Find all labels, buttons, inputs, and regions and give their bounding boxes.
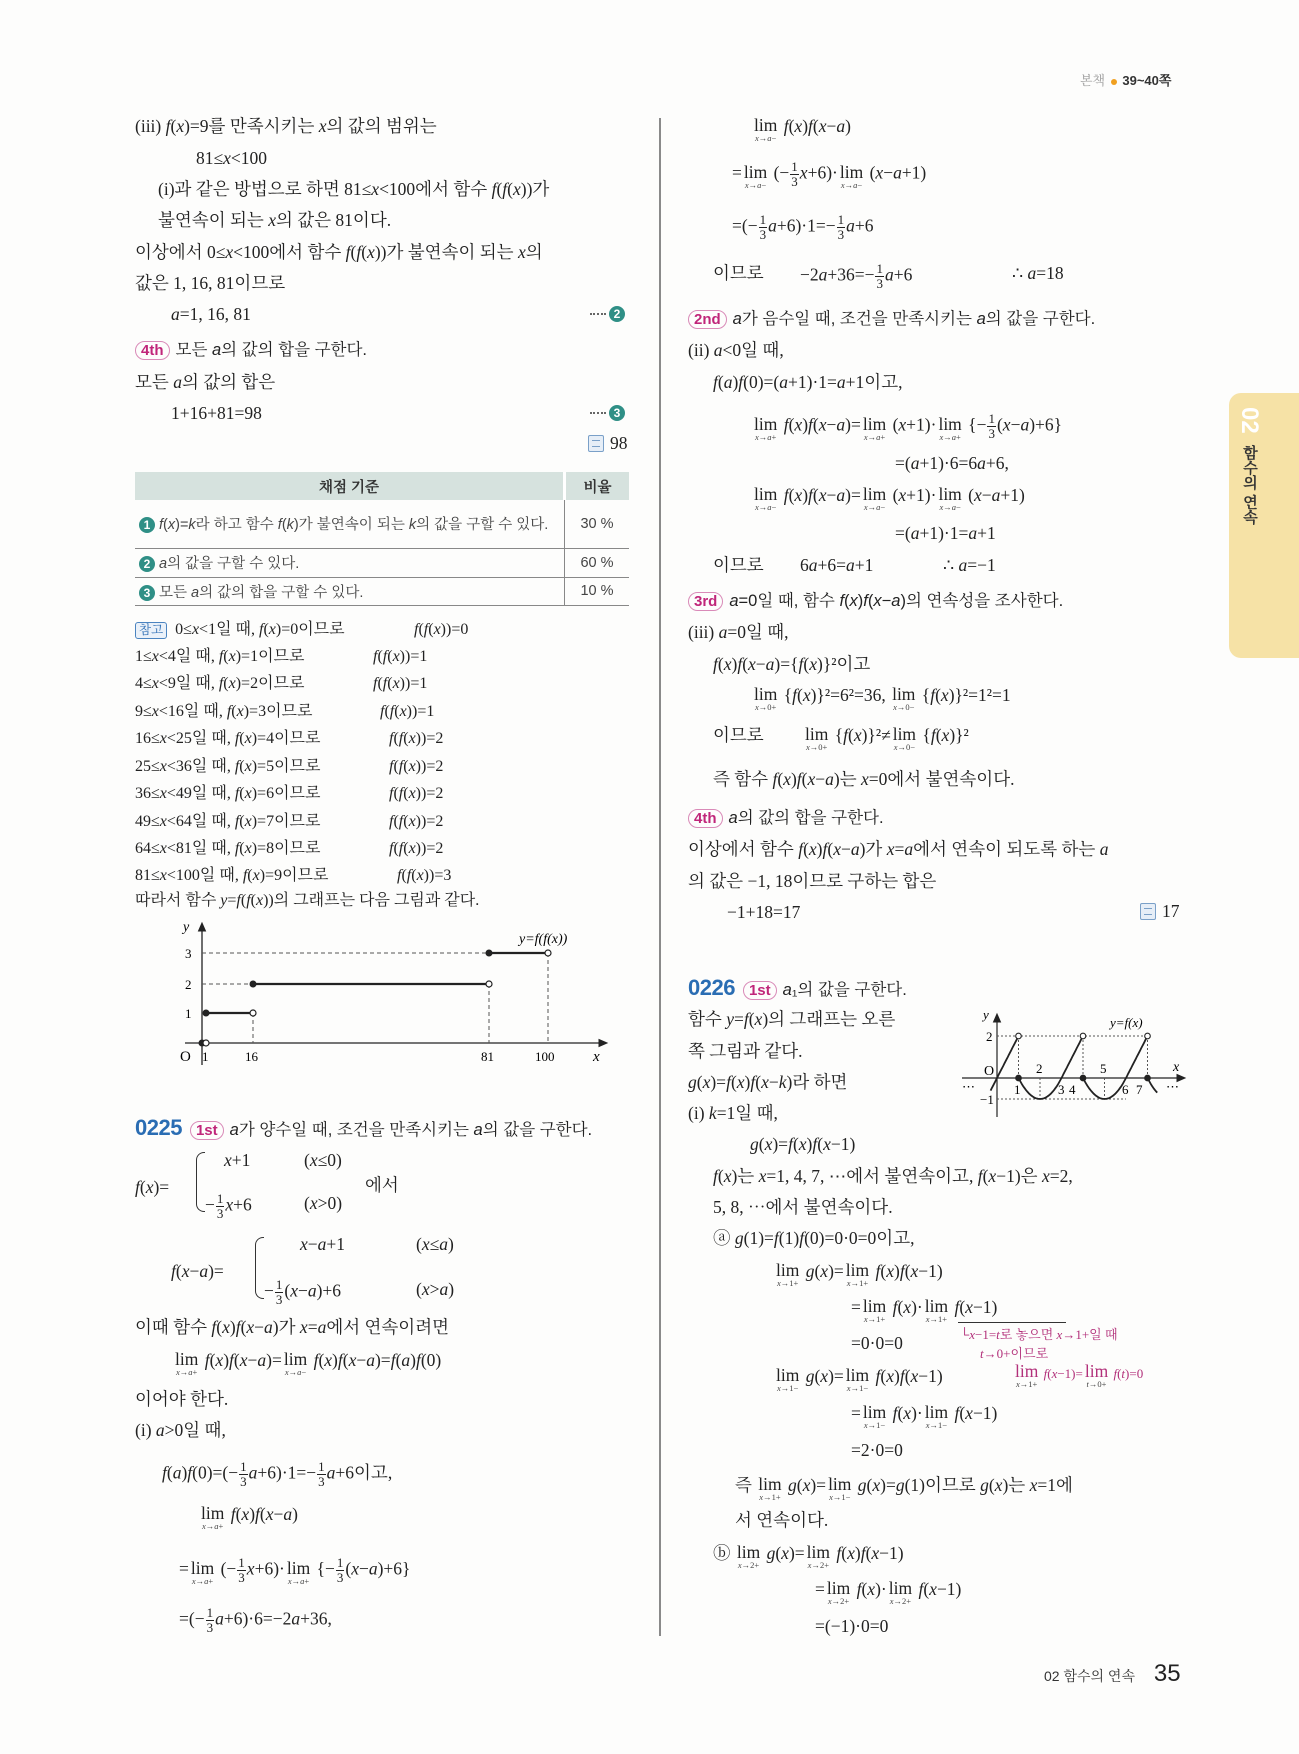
note-badge: 참고 (135, 622, 167, 639)
answer-value: 98 (610, 433, 628, 453)
step-marker-3 (590, 405, 625, 421)
step-text: a=0일 때, 함수 f(x)f(x−a)의 연속성을 조사한다. (729, 592, 1064, 610)
note-result: f(f(x))=1 (380, 703, 435, 720)
annotation: lim x→1+ f(x−1)= lim t→0+ f(t)=0 (1015, 1361, 1144, 1389)
math-line: =(− $\frac{1}{3}$ a+6)·1=− $\frac{1}{3}$ a+6 (732, 212, 874, 242)
x-tick-label: 1 (202, 1049, 209, 1064)
circled-number: 2 (609, 306, 625, 322)
step-heading (688, 807, 884, 829)
note-condition: 36≤x<49일 때, f(x)=6이므로 (135, 785, 321, 802)
math-line: f(a)f(0)=(a+1)·1=a+1이고, (713, 372, 903, 392)
note-condition: 64≤x<81일 때, f(x)=8이므로 (135, 840, 321, 857)
text-line: 이므로 (713, 263, 764, 283)
y-axis-arrow (199, 923, 206, 931)
graph-f-x (960, 1005, 1192, 1125)
note-condition: 9≤x<16일 때, f(x)=3이므로 (135, 703, 313, 720)
text-line: 5, 8, ⋯에서 불연속이다. (713, 1197, 893, 1217)
table-row (135, 548, 629, 577)
brace (196, 1152, 205, 1212)
text-line: 81≤x<100 (196, 148, 268, 168)
underline-bracket (958, 1322, 1066, 1323)
ratio: 60 % (565, 548, 630, 577)
origin-label: O (180, 1049, 191, 1065)
text-line: (i)과 같은 방법으로 하면 81≤x<100에서 함수 f(f(x))가 (158, 179, 550, 199)
problem-heading (135, 1117, 592, 1141)
note-condition: 49≤x<64일 때, f(x)=7이므로 (135, 813, 321, 830)
piecewise-lhs: f(x)= (135, 1177, 170, 1197)
step-badge: 3rd (688, 592, 723, 611)
math-line: lim x→0+ {f(x)}²≠ lim x→0− {f(x)}² (805, 724, 969, 752)
text-line: 의 값은 −1, 18이므로 구하는 합은 (688, 871, 937, 891)
note-condition: 25≤x<36일 때, f(x)=5이므로 (135, 758, 321, 775)
case-cond: (x>0) (304, 1193, 343, 1213)
ratio: 10 % (565, 577, 630, 605)
axis-label-y: y (183, 920, 190, 935)
text-line: g(x)=f(x)f(x−k)라 하면 (688, 1072, 848, 1092)
math-line: lim x→1− g(x)= lim x→1− f(x)f(x−1) (776, 1365, 943, 1393)
note-conclusion: 따라서 함수 y=f(f(x))의 그래프는 다음 그림과 같다. (135, 892, 480, 909)
page-number: 35 (1153, 1660, 1181, 1687)
math-line: lim x→a+ f(x)f(x−a)= lim x→a− f(x)f(x−a)=f(a)f(0) (175, 1349, 442, 1377)
math-line: = lim x→a+ (− $\frac{1}{3}$ x+6)· lim x→a+ {− $\frac{1}{3}$ (x−a)+6} (179, 1555, 411, 1586)
math-line: lim x→a− f(x)f(x−a)= lim x→a− (x+1)· lim x→a− (x−a+1) (754, 484, 1025, 512)
text-line: (iii) f(x)=9를 만족시키는 x의 값의 범위는 (135, 116, 437, 136)
step-badge: 1st (743, 981, 777, 1000)
answer-icon (1140, 903, 1156, 920)
dotted-arrow-icon (590, 412, 606, 414)
open-point (1080, 1033, 1086, 1039)
footer (1044, 1660, 1181, 1687)
piecewise-lhs: f(x−a)= (171, 1261, 224, 1281)
axis-label-x: x (1173, 1060, 1180, 1075)
chapter-title: 함수의 연속 (1241, 445, 1258, 525)
math-line: f(a)f(0)=(− $\frac{1}{3}$ a+6)·1=− $\frac{1}{3}$ a+6이고, (162, 1459, 393, 1489)
math-line: ⓑ lim x→2+ g(x)= lim x→2+ f(x)f(x−1) (713, 1542, 904, 1570)
text-line: (ii) a<0일 때, (688, 340, 784, 360)
step-marker-2 (590, 306, 625, 322)
open-point (250, 1010, 256, 1016)
chapter-side-tab[interactable] (1229, 393, 1299, 658)
note-result: f(f(x))=2 (389, 840, 444, 857)
table-header: 비율 (565, 472, 630, 500)
step-heading (688, 308, 1095, 330)
text-line: f(x)는 x=1, 4, 7, ⋯에서 불연속이고, f(x−1)은 x=2, (713, 1166, 1073, 1186)
y-tick-label: −1 (980, 1092, 994, 1107)
x-tick-label: 2 (1036, 1061, 1043, 1076)
annotation: t→0+이므로 (980, 1346, 1049, 1361)
y-tick-label: 2 (986, 1029, 993, 1044)
step-badge: 4th (688, 809, 723, 828)
text-line: 1+16+81=98 (171, 403, 262, 423)
note-condition: 0≤x<1일 때, f(x)=0이므로 (175, 621, 345, 638)
case-cond: (x≤a) (416, 1234, 454, 1254)
table-header: 채점 기준 (135, 472, 565, 500)
case-expr: − $\frac{1}{3}$ (x−a)+6 (264, 1277, 342, 1307)
x-tick-label: 7 (1136, 1082, 1143, 1097)
math-line: =(− $\frac{1}{3}$ a+6)·6=−2a+36, (179, 1605, 332, 1635)
answer (588, 433, 628, 454)
circled-number: 1 (139, 517, 155, 533)
math-line: ⓐ g(1)=f(1)f(0)=0·0=0이고, (713, 1228, 915, 1248)
answer-icon (588, 435, 604, 452)
circled-number: 2 (139, 556, 155, 572)
problem-heading (688, 977, 907, 1001)
text-line: a=1, 16, 81 (171, 304, 251, 324)
y-axis-arrow (994, 1014, 1001, 1022)
result: ∴ a=18 (1012, 263, 1064, 283)
circled-number: 3 (139, 585, 155, 601)
step-heading (688, 590, 1063, 612)
problem-number: 0226 (688, 975, 735, 1000)
x-tick-label: 3 (1058, 1082, 1065, 1097)
text-line: (i) k=1일 때, (688, 1103, 778, 1123)
guide-lines (202, 953, 548, 1043)
result: ∴ a=−1 (943, 555, 996, 575)
x-tick-label: 100 (535, 1049, 555, 1064)
math-line: g(x)=f(x)f(x−1) (750, 1134, 856, 1154)
note-condition: 81≤x<100일 때, f(x)=9이므로 (135, 867, 329, 884)
y-tick-label: 2 (185, 977, 192, 992)
math-line: =(a+1)·1=a+1 (895, 523, 996, 543)
step-text: a가 음수일 때, 조건을 만족시키는 a의 값을 구한다. (732, 310, 1096, 328)
math-line: lim x→1+ g(x)= lim x→1+ f(x)f(x−1) (776, 1260, 943, 1288)
table-row (135, 577, 629, 605)
math-line: = lim x→1+ f(x)· lim x→1+ f(x−1) (851, 1296, 998, 1324)
math-line: =(a+1)·6=6a+6, (895, 453, 1009, 473)
step-text: a의 값의 합을 구한다. (728, 809, 884, 827)
math-line: lim x→a+ f(x)f(x−a) (201, 1503, 298, 1531)
text-line: 에서 (365, 1175, 399, 1195)
answer (1140, 901, 1180, 922)
text-line: 이때 함수 f(x)f(x−a)가 x=a에서 연속이려면 (135, 1317, 450, 1337)
step-badge: 4th (135, 341, 170, 360)
column-divider (659, 118, 661, 1636)
text-line: 불연속이 되는 x의 값은 81이다. (158, 210, 392, 230)
axis-label-y: y (983, 1007, 989, 1022)
closed-point (1145, 1075, 1151, 1081)
step-badge: 2nd (688, 310, 727, 329)
footer-chapter: 02 함수의 연속 (1044, 1668, 1135, 1684)
x-tick-label: 4 (1069, 1082, 1076, 1097)
note-result: f(f(x))=2 (389, 730, 444, 747)
x-tick-label: 1 (1014, 1082, 1021, 1097)
step-badge: 1st (190, 1121, 224, 1140)
graph-label: y=f(f(x)) (519, 932, 568, 947)
origin-label: O (984, 1064, 995, 1079)
note-condition: 4≤x<9일 때, f(x)=2이므로 (135, 675, 305, 692)
note-condition: 16≤x<25일 때, f(x)=4이므로 (135, 730, 321, 747)
open-point (545, 950, 551, 956)
math-line: lim x→0+ {f(x)}²=6²=36, lim x→0− {f(x)}²=1²=1 (754, 684, 1011, 712)
step-text: a가 양수일 때, 조건을 만족시키는 a의 값을 구한다. (229, 1121, 593, 1139)
text-line: 이상에서 0≤x<100에서 함수 f(f(x))가 불연속이 되는 x의 (135, 242, 543, 262)
closed-point (1016, 1075, 1022, 1081)
problem-number: 0225 (135, 1115, 182, 1140)
y-tick-label: 3 (185, 946, 192, 961)
closed-point (1080, 1075, 1086, 1081)
graph-f-f-x (145, 915, 615, 1070)
text-line: (i) a>0일 때, (135, 1420, 226, 1440)
ratio: 30 % (565, 500, 630, 548)
x-tick-label: 16 (245, 1049, 258, 1064)
x-tick-label: 5 (1100, 1061, 1107, 1076)
math-line: =2·0=0 (851, 1440, 903, 1460)
table-row (135, 500, 629, 548)
text-line: 값은 1, 16, 81이므로 (135, 273, 286, 293)
text-line: 이어야 한다. (135, 1389, 229, 1409)
math-line: lim x→a+ f(x)f(x−a)= lim x→a+ (x+1)· lim x→a+ {− $\frac{1}{3}$ (x−a)+6} (754, 411, 1063, 442)
case-cond: (x≤0) (304, 1150, 342, 1170)
open-point (203, 1040, 209, 1046)
y-tick-label: 1 (185, 1006, 192, 1021)
case-expr: x+1 (224, 1150, 251, 1170)
note-result: f(f(x))=3 (397, 867, 452, 884)
page-range: 39~40쪽 (1122, 73, 1172, 88)
note-result: f(f(x))=1 (373, 675, 428, 692)
closed-point (203, 1010, 209, 1016)
math-line: = lim x→2+ f(x)· lim x→2+ f(x−1) (815, 1578, 962, 1606)
math-line: = lim x→1− f(x)· lim x→1− f(x−1) (851, 1402, 998, 1430)
criteria-text: 모든 a의 값의 합을 구할 수 있다. (159, 584, 364, 601)
circled-number: 3 (609, 405, 625, 421)
case-expr: − $\frac{1}{3}$ x+6 (205, 1191, 252, 1221)
case-expr: x−a+1 (300, 1234, 346, 1254)
math-line: =0·0=0 (851, 1333, 903, 1353)
graph-label: y=f(x) (1110, 1015, 1143, 1030)
brace (255, 1237, 264, 1299)
text-line: 이므로 (713, 725, 764, 745)
math-line: 즉 lim x→1+ g(x)= lim x→1− g(x)=g(1)이므로 g(x)는 x=1에 (735, 1474, 1073, 1502)
step-heading (135, 339, 367, 361)
math-line: −1+18=17 (727, 902, 801, 922)
dotted-arrow-icon (590, 313, 606, 315)
closed-point (250, 981, 256, 987)
chapter-number: 02 (1236, 407, 1263, 434)
text-line: 즉 함수 f(x)f(x−a)는 x=0에서 불연속이다. (713, 769, 1015, 789)
open-point (486, 981, 492, 987)
text-line: (iii) a=0일 때, (688, 622, 789, 642)
note-condition: 1≤x<4일 때, f(x)=1이므로 (135, 648, 305, 665)
note-result: f(f(x))=2 (389, 758, 444, 775)
math-line: f(x)f(x−a)={f(x)}²이고 (713, 654, 871, 674)
text-line: 서 연속이다. (735, 1510, 829, 1530)
note-result: f(f(x))=2 (389, 785, 444, 802)
x-tick-label: 81 (481, 1049, 494, 1064)
criteria-text: f(x)=k라 하고 함수 f(k)가 불연속이 되는 k의 값을 구할 수 있다. (159, 517, 549, 534)
ellipsis-left: ⋯ (962, 1079, 975, 1094)
text-line: 모든 a의 값의 합은 (135, 372, 276, 392)
criteria-text: a의 값을 구할 수 있다. (159, 556, 300, 572)
annotation: └x−1=t로 놓으면 x→1+일 때 (960, 1327, 1118, 1342)
ellipsis-right: ⋯ (1166, 1079, 1179, 1094)
book-label: 본책 (1080, 73, 1106, 88)
closed-point (486, 950, 492, 956)
note-result: f(f(x))=1 (373, 648, 428, 665)
math-line: =(−1)·0=0 (815, 1616, 889, 1636)
text-line: 이상에서 함수 f(x)f(x−a)가 x=a에서 연속이 되도록 하는 a (688, 839, 1109, 859)
step-text: a₁의 값을 구한다. (782, 981, 907, 999)
x-tick-label: 6 (1122, 1082, 1129, 1097)
axis-label-x: x (593, 1049, 600, 1065)
case-cond: (x>a) (416, 1279, 455, 1299)
grading-criteria-table (135, 472, 629, 606)
note-result: f(f(x))=0 (414, 621, 469, 638)
step-text: 모든 a의 값의 합을 구한다. (175, 341, 368, 359)
page-reference (1080, 70, 1171, 92)
math-line: lim x→a− f(x)f(x−a) (754, 115, 851, 143)
x-axis-arrow (599, 1040, 607, 1047)
text-line: 쪽 그림과 같다. (688, 1041, 803, 1061)
math-line: 6a+6=a+1 (800, 555, 874, 575)
text-line: 함수 y=f(x)의 그래프는 오른 (688, 1009, 896, 1029)
math-line: −2a+36=− $\frac{1}{3}$ a+6 (800, 261, 913, 291)
orange-dot-icon (1111, 79, 1117, 85)
note-result: f(f(x))=2 (389, 813, 444, 830)
text-line: 이므로 (713, 555, 764, 575)
open-point (1016, 1033, 1022, 1039)
open-point (1145, 1033, 1151, 1039)
math-line: = lim x→a− (− $\frac{1}{3}$ x+6)· lim x→a− (x−a+1) (732, 159, 927, 190)
note-row (135, 619, 345, 641)
answer-value: 17 (1162, 901, 1180, 921)
